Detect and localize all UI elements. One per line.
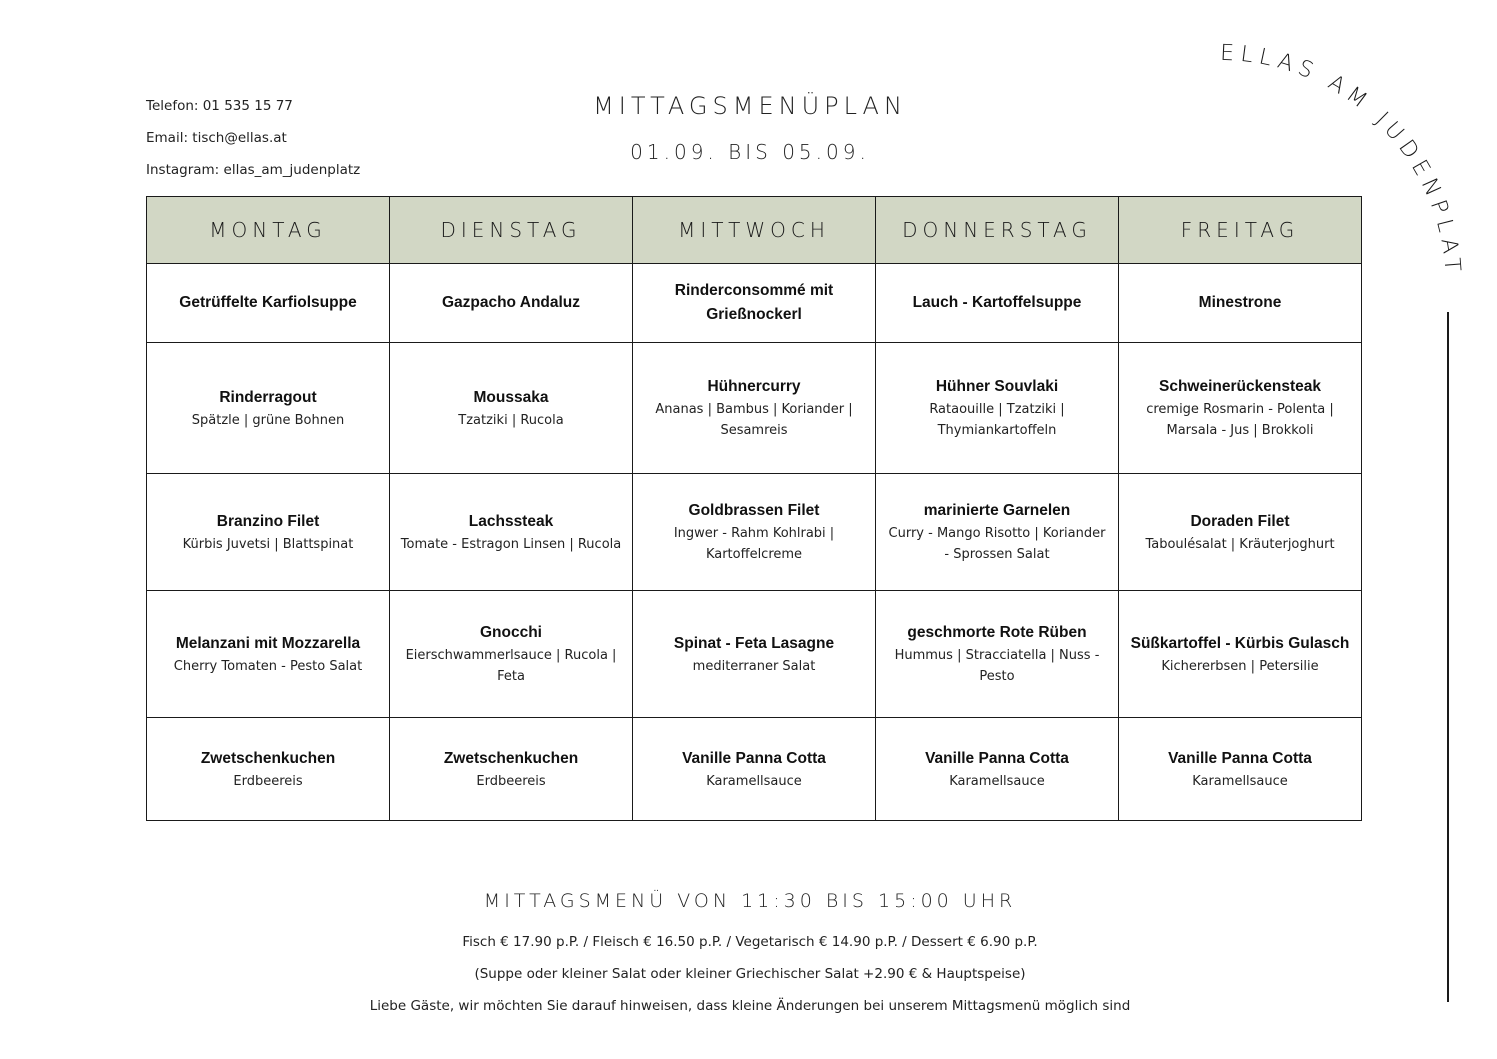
dish-sides: Erdbeereis <box>233 773 303 789</box>
menu-cell <box>1119 718 1362 821</box>
menu-cell <box>633 343 876 474</box>
contact-instagram: Instagram: ellas_am_judenplatz <box>146 162 361 178</box>
dish-sides: Eierschwammerlsauce | Rucola | Feta <box>405 648 617 684</box>
dish-name: Branzino Filet <box>216 512 320 530</box>
day-header-tuesday: DIENSTAG <box>390 197 633 264</box>
dish-sides: Ingwer - Rahm Kohlrabi | Kartoffelcreme <box>673 526 835 562</box>
menu-cell <box>147 591 390 718</box>
menu-cell <box>147 264 390 343</box>
menu-cell <box>390 343 633 474</box>
brand-arc-text: ELLAS AM JUDENPLATZ <box>1179 11 1466 279</box>
dish-name: Lachssteak <box>468 512 554 530</box>
dish-name: marinierte Garnelen <box>923 502 1071 519</box>
dish-name: Melanzani mit Mozzarella <box>175 634 361 652</box>
menu-cell <box>1119 264 1362 343</box>
menu-table <box>146 196 1362 821</box>
menu-cell <box>390 264 633 343</box>
menu-cell <box>876 264 1119 343</box>
day-header-wednesday: MITTWOCH <box>633 197 876 264</box>
menu-row-soup <box>147 264 1362 343</box>
addon-note: (Suppe oder kleiner Salat oder kleiner Griechischer Salat +2.90 € & Hauptspeise) <box>474 966 1026 982</box>
dish-sides: mediterraner Salat <box>692 658 816 674</box>
contact-block <box>146 90 360 186</box>
dish-sides: Ananas | Bambus | Koriander | Sesamreis <box>655 402 853 438</box>
dish-sides: Tomate - Estragon Linsen | Rucola <box>400 536 622 552</box>
dish-sides: Tzatziki | Rucola <box>458 412 564 428</box>
change-notice: Liebe Gäste, wir möchten Sie darauf hinweisen, dass kleine Änderungen bei unserem Mittagsmenü möglich sind <box>369 998 1131 1014</box>
menu-cell <box>876 343 1119 474</box>
dish-sides: Spätzle | grüne Bohnen <box>191 412 345 428</box>
menu-cell <box>1119 591 1362 718</box>
day-header-friday: FREITAG <box>1119 197 1362 264</box>
date-range: 01.09. BIS 05.09. <box>630 140 870 164</box>
dish-name: Vanille Panna Cotta <box>682 749 826 767</box>
menu-cell <box>633 474 876 591</box>
dish-sides: Cherry Tomaten - Pesto Salat <box>173 658 363 674</box>
vertical-divider <box>1447 312 1449 1002</box>
dish-name: Gazpacho Andaluz <box>441 294 581 311</box>
menu-cell <box>633 591 876 718</box>
dish-sides: Taboulésalat | Kräuterjoghurt <box>1145 536 1335 552</box>
dish-name: Vanille Panna Cotta <box>925 749 1069 767</box>
dish-name: Gnocchi <box>479 624 542 641</box>
dish-name: Zwetschenkuchen <box>443 749 579 767</box>
menu-cell <box>876 474 1119 591</box>
dish-sides: cremige Rosmarin - Polenta | Marsala - Jus | Brokkoli <box>1146 402 1334 438</box>
dish-name: Hühnercurry <box>707 378 801 395</box>
menu-cell <box>1119 474 1362 591</box>
menu-cell <box>390 591 633 718</box>
dish-name: Vanille Panna Cotta <box>1168 749 1312 767</box>
menu-cell <box>147 343 390 474</box>
day-header-thursday: DONNERSTAG <box>876 197 1119 264</box>
dish-sides: Curry - Mango Risotto | Koriander - Sprossen Salat <box>888 526 1106 562</box>
menu-cell <box>633 718 876 821</box>
dish-sides: Kürbis Juvetsi | Blattspinat <box>182 536 354 552</box>
dish-name: Getrüffelte Karfiolsuppe <box>179 294 357 311</box>
menu-cell <box>633 264 876 343</box>
menu-cell <box>876 718 1119 821</box>
day-header-monday: MONTAG <box>147 197 390 264</box>
menu-row-dessert <box>147 718 1362 821</box>
menu-row-vegetarian <box>147 591 1362 718</box>
dish-sides: Hummus | Stracciatella | Nuss - Pesto <box>894 648 1100 684</box>
dish-name: Moussaka <box>473 388 549 406</box>
dish-sides: Karamellsauce <box>1192 773 1288 789</box>
dish-sides: Rataouille | Tzatziki | Thymiankartoffeln <box>929 402 1065 438</box>
menu-cell <box>147 718 390 821</box>
dish-sides: Karamellsauce <box>706 773 802 789</box>
contact-phone: Telefon: 01 535 15 77 <box>146 98 293 114</box>
dish-sides: Karamellsauce <box>949 773 1045 789</box>
dish-name: Schweinerückensteak <box>1159 378 1321 395</box>
dish-name: Rinderragout <box>219 388 317 406</box>
contact-email: Email: tisch@ellas.at <box>146 130 287 146</box>
dish-name: Lauch - Kartoffelsuppe <box>912 294 1082 311</box>
dish-name: Doraden Filet <box>1190 512 1290 530</box>
menu-row-fish <box>147 474 1362 591</box>
dish-name: Rinderconsommé mit Grießnockerl <box>674 282 834 323</box>
dish-name: Zwetschenkuchen <box>200 749 336 767</box>
menu-cell <box>390 718 633 821</box>
dish-name: Süßkartoffel - Kürbis Gulasch <box>1130 634 1350 652</box>
page-title: MITTAGSMENÜPLAN <box>593 92 907 120</box>
menu-cell <box>147 474 390 591</box>
day-header-row <box>147 197 1362 264</box>
price-list: Fisch € 17.90 p.P. / Fleisch € 16.50 p.P. / Vegetarisch € 14.90 p.P. / Dessert € 6.90 p.P. <box>462 934 1038 950</box>
dish-name: Hühner Souvlaki <box>935 378 1059 395</box>
dish-sides: Erdbeereis <box>476 773 546 789</box>
menu-cell <box>1119 343 1362 474</box>
dish-name: geschmorte Rote Rüben <box>907 624 1087 641</box>
dish-name: Minestrone <box>1198 294 1282 311</box>
menu-cell <box>876 591 1119 718</box>
dish-name: Goldbrassen Filet <box>688 502 820 519</box>
menu-hours: MITTAGSMENÜ VON 11:30 BIS 15:00 UHR <box>483 890 1017 912</box>
menu-cell <box>390 474 633 591</box>
dish-name: Spinat - Feta Lasagne <box>673 634 835 652</box>
dish-sides: Kichererbsen | Petersilie <box>1161 658 1319 674</box>
menu-row-meat <box>147 343 1362 474</box>
